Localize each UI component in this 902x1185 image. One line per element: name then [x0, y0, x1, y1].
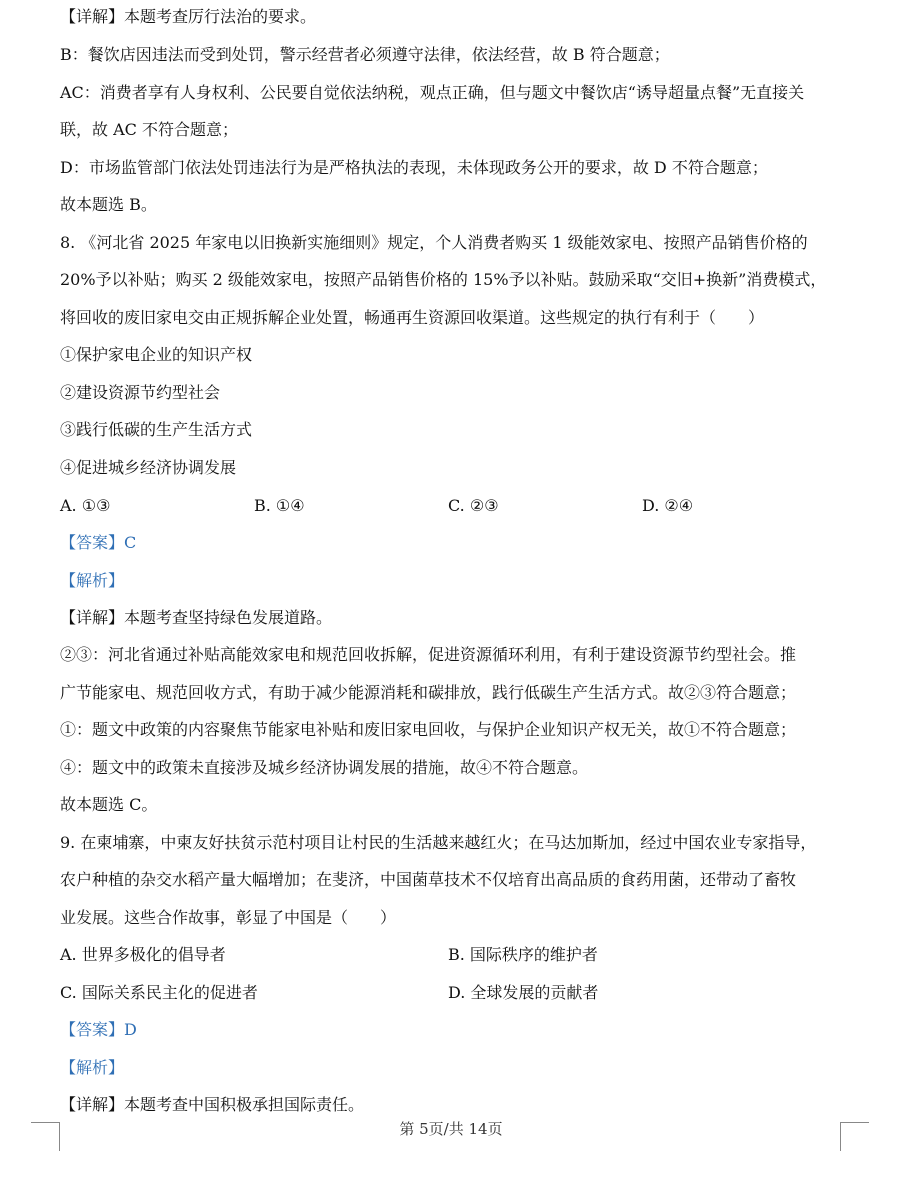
question-9-stem: 9. 在柬埔寨，中柬友好扶贫示范村项目让村民的生活越来越红火；在马达加斯加，经过中国农业专家指导， — [60, 833, 817, 852]
q8-option-b: B. ①④ — [254, 496, 305, 515]
q8-option-d: D. ②④ — [642, 496, 694, 515]
text-line: 将回收的废旧家电交由正规拆解企业处置，畅通再生资源回收渠道。这些规定的执行有利于（ ） — [60, 308, 765, 327]
text-line: B：餐饮店因违法而受到处罚，警示经营者必须遵守法律，依法经营，故 B 符合题意； — [60, 45, 670, 64]
text-line: 20%予以补贴；购买 2 级能效家电，按照产品销售价格的 15%予以补贴。鼓励采取“交旧+换新”消费模式， — [60, 270, 827, 289]
q9-option-b: B. 国际秩序的维护者 — [448, 945, 598, 964]
text-line: 【详解】本题考查中国积极承担国际责任。 — [60, 1095, 365, 1114]
statement-2: ②建设资源节约型社会 — [60, 383, 221, 402]
text-line: 故本题选 C。 — [60, 795, 158, 814]
text-line: ④：题文中的政策未直接涉及城乡经济协调发展的措施，故④不符合题意。 — [60, 758, 589, 777]
q8-option-a: A. ①③ — [60, 496, 111, 515]
page-number: 第 5页/共 14页 — [399, 1120, 503, 1138]
text-line: 【详解】本题考查厉行法治的要求。 — [60, 7, 317, 26]
q9-option-d: D. 全球发展的贡献者 — [448, 983, 599, 1002]
text-line: 广节能家电、规范回收方式，有助于减少能源消耗和碳排放，践行低碳生产生活方式。故②③符合题意； — [60, 683, 797, 702]
q9-option-a: A. 世界多极化的倡导者 — [60, 945, 226, 964]
statement-4: ④促进城乡经济协调发展 — [60, 458, 237, 477]
text-line: 农户种植的杂交水稻产量大幅增加；在斐济，中国菌草技术不仅培育出高品质的食药用菌，还带动了畜牧 — [60, 870, 797, 889]
analysis-label: 【解析】 — [60, 571, 125, 590]
q9-option-c: C. 国际关系民主化的促进者 — [60, 983, 258, 1002]
statement-1: ①保护家电企业的知识产权 — [60, 345, 253, 364]
statement-3: ③践行低碳的生产生活方式 — [60, 420, 253, 439]
text-line: ①：题文中政策的内容聚焦节能家电补贴和废旧家电回收，与保护企业知识产权无关，故①不符合题意； — [60, 720, 797, 739]
text-line: 故本题选 B。 — [60, 195, 157, 214]
analysis-label: 【解析】 — [60, 1058, 125, 1077]
text-line: AC：消费者享有人身权利、公民要自觉依法纳税，观点正确，但与题文中餐饮店“诱导超量点餐”无直接关 — [60, 83, 805, 102]
text-line: 业发展。这些合作故事，彰显了中国是（ ） — [60, 908, 397, 927]
answer-label: 【答案】D — [60, 1020, 137, 1039]
answer-label: 【答案】C — [60, 533, 137, 552]
text-line: 【详解】本题考查坚持绿色发展道路。 — [60, 608, 333, 627]
text-line: 联，故 AC 不符合题意； — [60, 120, 238, 139]
text-line: ②③：河北省通过补贴高能效家电和规范回收拆解，促进资源循环利用，有利于建设资源节约型社会。推 — [60, 645, 797, 664]
text-line: D：市场监管部门依法处罚违法行为是严格执法的表现，未体现政务公开的要求，故 D 不符合题意； — [60, 158, 768, 177]
q8-option-c: C. ②③ — [448, 496, 499, 515]
question-8-stem: 8. 《河北省 2025 年家电以旧换新实施细则》规定，个人消费者购买 1 级能效家电、按照产品销售价格的 — [60, 233, 808, 252]
